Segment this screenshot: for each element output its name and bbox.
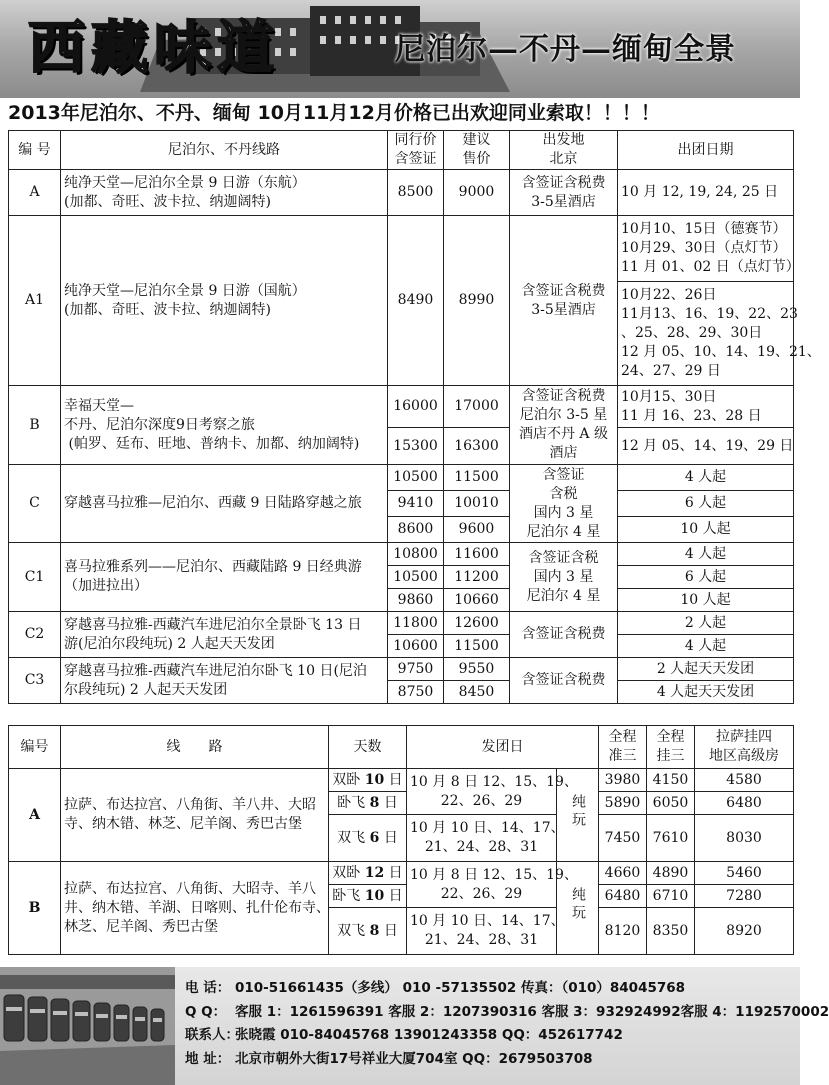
- departure-line: 22、26、29: [440, 792, 523, 809]
- price-lhasa4: 7280: [695, 885, 794, 908]
- group-size: 4 人起: [618, 465, 794, 491]
- departure-cell: [510, 386, 618, 465]
- days-unit: 日: [384, 864, 403, 881]
- departure-line: 尼泊尔 4 星: [526, 587, 601, 604]
- header-days: 天数: [329, 726, 407, 769]
- departure-line: 尼泊尔 4 星: [526, 523, 601, 540]
- days-cell: [329, 769, 407, 792]
- price-standard3: 5890: [599, 792, 647, 815]
- route-line: 喜马拉雅系列——尼泊尔、西藏陆路 9 日经典游: [64, 559, 362, 575]
- header-code: 编号: [9, 726, 61, 769]
- address-label: 地 址：: [185, 1050, 231, 1067]
- qq-line: [185, 1001, 829, 1025]
- route-line: 不丹、尼泊尔深度9日考察之旅: [64, 416, 255, 433]
- departure-cell: 含签证含税费: [510, 658, 618, 704]
- retail-price: 9000: [444, 170, 510, 216]
- phone-label: 电 话：: [185, 980, 231, 996]
- group-size: 4 人起: [618, 635, 794, 658]
- row-code: C2: [9, 612, 61, 658]
- route-cell: [61, 216, 388, 386]
- departure-line: 含签证含税费: [521, 174, 606, 191]
- group-size: 4 人起: [618, 543, 794, 566]
- route-cell: [61, 543, 388, 612]
- address-value: 北京市朝外大街17号祥业大厦704室 QQ：2679503708: [235, 1050, 593, 1067]
- footer: [0, 967, 829, 1085]
- days-mode: 卧飞: [332, 887, 365, 904]
- departure-line: 含签证: [542, 466, 585, 483]
- route-line: (帕罗、廷布、旺地、普纳卡、加都、纳加阔特): [64, 435, 360, 452]
- peer-price: 8750: [388, 681, 444, 704]
- table-row: [9, 386, 794, 428]
- route-cell: [61, 612, 388, 658]
- date-line: 10月15、30日: [621, 388, 717, 405]
- route-cell: [61, 769, 329, 862]
- peer-price: 8500: [388, 170, 444, 216]
- departure-cell: [510, 170, 618, 216]
- retail-price: 11500: [444, 635, 510, 658]
- route-line: 纯净天堂—尼泊尔全景 9 日游（东航）: [64, 174, 306, 191]
- pure-play-label: 纯玩: [570, 887, 586, 923]
- route-line: 穿越喜马拉雅-西藏汽车进尼泊尔卧飞 10 日(尼泊: [64, 662, 367, 679]
- retail-price: 11200: [444, 566, 510, 589]
- date-line: 10月29、30日（点灯节）: [621, 240, 787, 256]
- days-mode: 双卧: [332, 864, 365, 881]
- date-line: 、25、28、29、30日: [621, 325, 763, 341]
- table-row: [9, 612, 794, 635]
- price-standard3: 7450: [599, 815, 647, 862]
- contact-info: [185, 977, 829, 1071]
- departure-line: 3-5星酒店: [531, 301, 596, 318]
- route-line: 尔段纯玩) 2 人起天天发团: [64, 681, 228, 698]
- table-row: [9, 543, 794, 566]
- header-route: 线 路: [61, 726, 329, 769]
- header-banner: [0, 0, 800, 100]
- departure-line: 含签证含税费: [521, 388, 606, 404]
- days-mode: 双飞: [337, 922, 370, 939]
- peer-price: 15300: [388, 428, 444, 465]
- departure-line: 21、24、28、31: [424, 932, 539, 948]
- table-row: [9, 658, 794, 681]
- date-cell: [618, 282, 821, 386]
- retail-price: 10010: [444, 491, 510, 517]
- retail-price: 9600: [444, 517, 510, 543]
- group-size: 6 人起: [618, 491, 794, 517]
- retail-price: 11500: [444, 465, 510, 491]
- tibet-price-table: [8, 725, 794, 955]
- departure-line: 22、26、29: [440, 885, 523, 902]
- table-header-row: [9, 131, 794, 170]
- row-code: C: [9, 465, 61, 543]
- row-code: C3: [9, 658, 61, 704]
- route-line: 拉萨、布达拉宫、八角街、大昭寺、羊八: [64, 880, 316, 897]
- price-lhasa4: 4580: [695, 769, 794, 792]
- row-code: A: [9, 170, 61, 216]
- qq-label: Q Q：: [185, 1003, 227, 1020]
- table-row: [9, 769, 794, 792]
- row-code: A1: [9, 216, 61, 386]
- retail-price: 11600: [444, 543, 510, 566]
- price-rated3: 4150: [647, 769, 695, 792]
- price-standard3: 6480: [599, 885, 647, 908]
- departure-line: 21、24、28、31: [424, 839, 539, 855]
- route-cell: [61, 170, 388, 216]
- price-lhasa4: 8920: [695, 908, 794, 955]
- nepal-bhutan-price-table: [8, 130, 821, 704]
- brand-subtitle: 尼泊尔—不丹—缅甸全景: [395, 32, 736, 67]
- row-code: B: [9, 386, 61, 465]
- date-line: 12 月 05、10、14、19、21、: [621, 344, 821, 360]
- table-row: [9, 465, 794, 491]
- header-code: 编 号: [9, 131, 61, 170]
- price-lhasa4: 5460: [695, 862, 794, 885]
- days-unit: 日: [384, 887, 403, 904]
- retail-price: 8990: [444, 216, 510, 386]
- days-cell: [329, 792, 407, 815]
- retail-price: 9550: [444, 658, 510, 681]
- date-cell: [618, 386, 794, 428]
- departure-line: 尼泊尔 3-5 星: [519, 407, 608, 423]
- phone-line: [185, 977, 829, 1001]
- price-rated3: 8350: [647, 908, 695, 955]
- retail-price: 8450: [444, 681, 510, 704]
- header-departure: 发团日: [407, 726, 599, 769]
- peer-price: 10500: [388, 566, 444, 589]
- contact-label: 联系人：: [185, 1027, 239, 1043]
- date-line: 11月13、16、19、22、23: [621, 306, 798, 322]
- route-line: （加进拉出）: [64, 578, 148, 594]
- group-size: 2 人起: [618, 612, 794, 635]
- days-unit: 日: [384, 771, 403, 788]
- header-route: 尼泊尔、不丹线路: [61, 131, 388, 170]
- route-line: 林芝、尼羊阁、秀巴古堡: [64, 918, 218, 935]
- days-count: 6: [369, 829, 380, 846]
- price-standard3: 4660: [599, 862, 647, 885]
- date-cell: 12 月 05、14、19、29 日: [618, 428, 794, 465]
- departure-line: 10 月 8 日 12、15、19、: [410, 866, 578, 883]
- header-price-rated3: 全程 挂三: [647, 726, 695, 769]
- header-price-lhasa4: 拉萨挂四 地区高级房: [695, 726, 794, 769]
- price-standard3: 3980: [599, 769, 647, 792]
- route-line: (加都、奇旺、波卡拉、纳迦阔特): [64, 301, 271, 318]
- pure-play-label: 纯玩: [570, 794, 586, 830]
- route-line: 纯净天堂—尼泊尔全景 9 日游（国航）: [64, 282, 306, 299]
- price-rated3: 7610: [647, 815, 695, 862]
- retail-price: 10660: [444, 589, 510, 612]
- phone-value: 010-51661435（多线） 010 -57135502 传真：（010）84045768: [235, 980, 686, 996]
- group-size: 10 人起: [618, 517, 794, 543]
- departure-cell: [510, 543, 618, 612]
- departure-cell: 含签证含税费: [510, 612, 618, 658]
- date-cell: 10 月 12, 19, 24, 25 日: [618, 170, 794, 216]
- route-cell: [61, 658, 388, 704]
- group-size: 10 人起: [618, 589, 794, 612]
- departure-line: 10 月 8 日 12、15、19、: [410, 773, 578, 790]
- route-line: 幸福天堂—: [64, 397, 134, 414]
- departure-cell: [407, 815, 565, 862]
- retail-price: 12600: [444, 612, 510, 635]
- route-line: 寺、纳木错、林芝、尼羊阁、秀巴古堡: [64, 816, 302, 832]
- departure-cell: [407, 862, 578, 908]
- departure-cell: [407, 908, 565, 955]
- departure-line: 10 月 10 日、14、17、: [410, 913, 565, 929]
- qq-value: 客服 1：1261596391 客服 2：1207390316 客服 3：932924992客服 4：1192570002: [235, 1003, 829, 1020]
- peer-price: 8490: [388, 216, 444, 386]
- header-dates: 出团日期: [618, 131, 794, 170]
- date-line: 10月10、15日（德赛节）: [621, 221, 787, 237]
- route-line: 游(尼泊尔段纯玩) 2 人起天天发团: [64, 635, 275, 652]
- peer-price: 10800: [388, 543, 444, 566]
- date-line: 11 月 01、02 日（点灯节）: [621, 259, 800, 275]
- departure-line: 10 月 10 日、14、17、: [410, 820, 565, 836]
- days-cell: [329, 862, 407, 885]
- table-row: [9, 216, 794, 282]
- days-count: 10: [364, 771, 385, 788]
- peer-price: 9860: [388, 589, 444, 612]
- price-rated3: 6710: [647, 885, 695, 908]
- row-code: A: [9, 769, 61, 862]
- table-row: [9, 862, 794, 885]
- header-peer-price: 同行价 含签证: [388, 131, 444, 170]
- departure-line: 酒店: [549, 445, 578, 461]
- group-size: 2 人起天天发团: [618, 658, 794, 681]
- contact-person-line: [185, 1024, 829, 1048]
- peer-price: 9750: [388, 658, 444, 681]
- peer-price: 11800: [388, 612, 444, 635]
- table-row: [9, 170, 794, 216]
- row-code: B: [9, 862, 61, 955]
- days-count: 8: [369, 922, 380, 939]
- retail-price: 16300: [444, 428, 510, 465]
- route-cell: [61, 862, 329, 955]
- departure-line: 3-5星酒店: [531, 193, 596, 210]
- peer-price: 10500: [388, 465, 444, 491]
- departure-line: 国内 3 星: [533, 504, 594, 521]
- peer-price: 16000: [388, 386, 444, 428]
- peer-price: 10600: [388, 635, 444, 658]
- days-mode: 双飞: [337, 829, 370, 846]
- headline: 2013年尼泊尔、不丹、缅甸 10月11月12月价格已出欢迎同业索取！！！！: [0, 98, 800, 128]
- price-rated3: 4890: [647, 862, 695, 885]
- price-lhasa4: 6480: [695, 792, 794, 815]
- date-cell: [618, 216, 800, 282]
- date-line: 10月22、26日: [621, 287, 717, 303]
- peer-price: 8600: [388, 517, 444, 543]
- date-line: 24、27、29 日: [621, 363, 721, 379]
- departure-cell: [510, 465, 618, 543]
- days-unit: 日: [379, 794, 398, 811]
- prayer-wheels-image: [0, 967, 175, 1085]
- price-lhasa4: 8030: [695, 815, 794, 862]
- days-count: 8: [369, 794, 380, 811]
- days-cell: [329, 908, 407, 955]
- table-header-row: [9, 726, 794, 769]
- days-cell: [329, 885, 407, 908]
- route-cell: [61, 386, 388, 465]
- group-size: 6 人起: [618, 566, 794, 589]
- days-mode: 双卧: [332, 771, 365, 788]
- days-cell: [329, 815, 407, 862]
- days-mode: 卧飞: [337, 794, 370, 811]
- departure-line: 含税: [549, 485, 578, 502]
- departure-line: 含签证含税: [528, 549, 599, 566]
- contact-value: 张晓霞 010-84045768 13901243358 QQ：452617742: [235, 1027, 623, 1043]
- departure-line: 酒店不丹 A 级: [518, 426, 608, 442]
- address-line: [185, 1048, 829, 1072]
- header-price-standard3: 全程 准三: [599, 726, 647, 769]
- route-line: 穿越喜马拉雅-西藏汽车进尼泊尔全景卧飞 13 日: [64, 616, 362, 633]
- peer-price: 9410: [388, 491, 444, 517]
- route-cell: 穿越喜马拉雅—尼泊尔、西藏 9 日陆路穿越之旅: [61, 465, 388, 543]
- departure-cell: [407, 769, 578, 815]
- brand-title: 西藏味道: [28, 15, 280, 81]
- group-size: 4 人起天天发团: [618, 681, 794, 704]
- header-retail-price: 建议 售价: [444, 131, 510, 170]
- departure-line: 含签证含税费: [521, 282, 606, 299]
- header-departure: 出发地 北京: [510, 131, 618, 170]
- days-unit: 日: [379, 922, 398, 939]
- route-line: 拉萨、布达拉宫、八角街、羊八井、大昭: [64, 797, 316, 813]
- route-line: (加都、奇旺、波卡拉、纳迦阔特): [64, 193, 271, 210]
- retail-price: 17000: [444, 386, 510, 428]
- date-line: 11 月 16、23、28 日: [621, 407, 762, 424]
- days-count: 10: [364, 887, 385, 904]
- price-rated3: 6050: [647, 792, 695, 815]
- row-code: C1: [9, 543, 61, 612]
- departure-line: 国内 3 星: [533, 568, 594, 585]
- departure-cell: [510, 216, 618, 386]
- days-unit: 日: [379, 829, 398, 846]
- route-line: 井、纳木错、羊湖、日喀则、扎什伦布寺、: [64, 899, 330, 916]
- days-count: 12: [364, 864, 385, 881]
- price-standard3: 8120: [599, 908, 647, 955]
